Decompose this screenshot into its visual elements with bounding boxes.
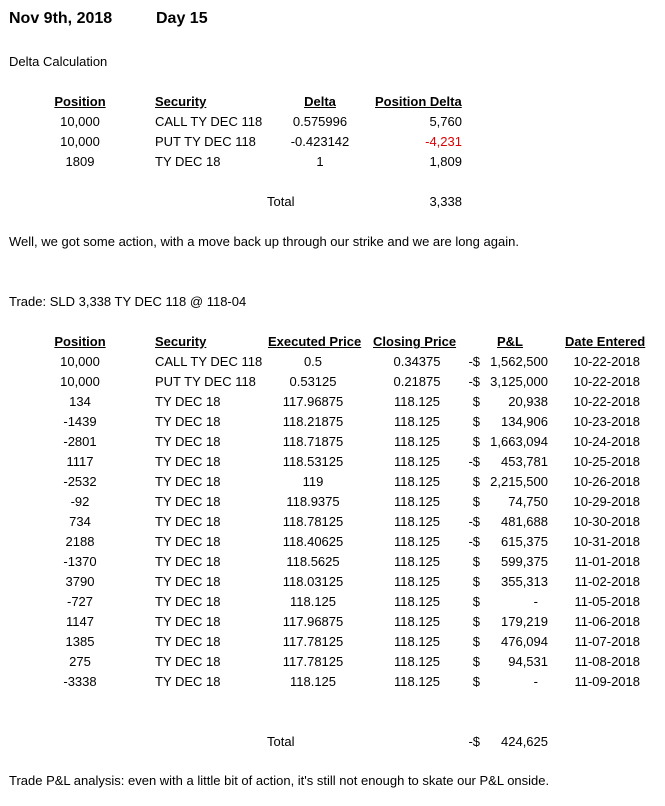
trade-position: -2532 [63, 474, 97, 489]
trade-security: TY DEC 18 [155, 474, 221, 489]
trade-date: 11-08-2018 [574, 654, 640, 669]
trade-executed-price: 118.71875 [282, 434, 344, 449]
trade-row [0, 614, 665, 634]
trade-position: -92 [70, 494, 90, 509]
trade-position: 134 [69, 394, 91, 409]
delta-security: CALL TY DEC 118 [155, 114, 263, 129]
delta-row [0, 134, 665, 154]
trade-executed-price: 0.53125 [289, 374, 337, 389]
trade-pnl: 74,750 [508, 494, 548, 509]
trade-position: -1370 [63, 554, 97, 569]
trade-position: 734 [69, 514, 91, 529]
trade-executed-price: 118.78125 [282, 514, 344, 529]
trade-date: 10-22-2018 [573, 354, 640, 369]
trade-date: 11-07-2018 [574, 634, 640, 649]
trade-executed-price: 118.125 [289, 594, 337, 609]
report-day: Day 15 [156, 10, 208, 27]
delta-position-delta: 5,760 [429, 114, 462, 129]
trade-closing-price: 118.125 [393, 394, 441, 409]
trade-pnl-sign: $ [472, 394, 480, 409]
trade-closing-price: 118.125 [393, 414, 441, 429]
trade-security: TY DEC 18 [155, 614, 221, 629]
trade-pnl-sign: $ [472, 574, 480, 589]
trade-pnl: 1,562,500 [490, 354, 548, 369]
trades-col-position: Position [54, 334, 106, 349]
trade-closing-price: 118.125 [393, 434, 441, 449]
trade-closing-price: 118.125 [393, 494, 441, 509]
trades-col-executed: Executed Price [268, 334, 362, 349]
trade-pnl: 481,688 [501, 514, 548, 529]
trade-executed-price: 118.9375 [286, 494, 340, 509]
trade-pnl: 615,375 [501, 534, 548, 549]
trade-date: 11-01-2018 [574, 554, 640, 569]
trade-row [0, 634, 665, 654]
trade-row [0, 554, 665, 574]
trade-position: 1117 [66, 454, 94, 469]
trade-row [0, 574, 665, 594]
trade-row [0, 434, 665, 454]
trade-pnl: 134,906 [501, 414, 548, 429]
trade-security: TY DEC 18 [155, 414, 221, 429]
trade-security: PUT TY DEC 118 [155, 374, 256, 389]
delta-security: TY DEC 18 [155, 154, 221, 169]
trade-row [0, 594, 665, 614]
trade-pnl: 20,938 [508, 394, 548, 409]
trade-security: TY DEC 18 [155, 454, 221, 469]
trade-security: TY DEC 18 [155, 654, 221, 669]
trade-closing-price: 118.125 [393, 654, 441, 669]
trade-row [0, 414, 665, 434]
trade-date: 10-22-2018 [573, 374, 640, 389]
trade-pnl-sign: $ [472, 474, 480, 489]
trade-position: 3790 [65, 574, 95, 589]
trade-position: 10,000 [60, 374, 100, 389]
trade-closing-price: 0.34375 [393, 354, 441, 369]
trade-executed-price: 118.125 [289, 674, 337, 689]
trades-total-label: Total [267, 734, 295, 749]
trade-security: TY DEC 18 [155, 514, 221, 529]
trade-date: 11-02-2018 [574, 574, 640, 589]
delta-value: 0.575996 [292, 114, 348, 129]
trade-security: TY DEC 18 [155, 594, 221, 609]
trade-row [0, 674, 665, 694]
delta-total-value: 3,338 [429, 194, 462, 209]
trade-executed-price: 118.21875 [282, 414, 344, 429]
trade-date: 11-06-2018 [574, 614, 640, 629]
trade-pnl: 94,531 [508, 654, 548, 669]
trade-position: -727 [66, 594, 94, 609]
trade-date: 10-23-2018 [573, 414, 640, 429]
trade-date: 10-29-2018 [573, 494, 640, 509]
trade-security: TY DEC 18 [155, 494, 221, 509]
trade-closing-price: 118.125 [393, 514, 441, 529]
trade-pnl-sign: -$ [468, 374, 480, 389]
trade-executed-price: 118.40625 [282, 534, 344, 549]
trade-pnl-sign: $ [472, 634, 480, 649]
trade-security: TY DEC 18 [155, 554, 221, 569]
trade-position: 2188 [65, 534, 95, 549]
trade-date: 10-25-2018 [573, 454, 640, 469]
trade-closing-price: 118.125 [393, 594, 441, 609]
trade-security: TY DEC 18 [155, 634, 221, 649]
delta-row [0, 114, 665, 134]
trade-closing-price: 118.125 [393, 614, 441, 629]
trade-executed-price: 0.5 [303, 354, 323, 369]
trade-row [0, 514, 665, 534]
trade-closing-price: 118.125 [393, 574, 441, 589]
trade-executed-price: 118.03125 [282, 574, 344, 589]
delta-value: -0.423142 [290, 134, 350, 149]
trade-pnl-sign: $ [472, 674, 480, 689]
trade-pnl-sign: $ [472, 414, 480, 429]
trade-pnl: 179,219 [501, 614, 548, 629]
trade-pnl: 3,125,000 [490, 374, 548, 389]
trade-date: 10-22-2018 [573, 394, 640, 409]
trade-security: TY DEC 18 [155, 574, 221, 589]
trade-pnl-sign: -$ [468, 454, 480, 469]
trade-executed-price: 118.53125 [282, 454, 344, 469]
trade-line: Trade: SLD 3,338 TY DEC 118 @ 118-04 [9, 294, 247, 309]
trade-pnl-sign: $ [472, 554, 480, 569]
trade-pnl-sign: -$ [468, 354, 480, 369]
delta-col-position-delta: Position Delta [375, 94, 462, 109]
trade-position: -3338 [63, 674, 97, 689]
trade-security: CALL TY DEC 118 [155, 354, 263, 369]
trade-row [0, 354, 665, 374]
report-date: Nov 9th, 2018 [9, 10, 113, 27]
trade-position: 275 [69, 654, 91, 669]
delta-col-security: Security [155, 94, 207, 109]
trade-date: 10-24-2018 [573, 434, 640, 449]
trade-security: TY DEC 18 [155, 434, 221, 449]
trade-pnl: - [533, 594, 538, 609]
trade-position: -1439 [63, 414, 97, 429]
delta-section-title: Delta Calculation [9, 54, 108, 69]
trade-row [0, 394, 665, 414]
delta-position: 10,000 [60, 134, 100, 149]
trade-row [0, 534, 665, 554]
trade-date: 10-26-2018 [573, 474, 640, 489]
trade-closing-price: 0.21875 [393, 374, 441, 389]
trade-closing-price: 118.125 [393, 534, 441, 549]
trade-pnl: 1,663,094 [490, 434, 548, 449]
delta-header-row [0, 94, 665, 114]
trade-closing-price: 118.125 [393, 634, 441, 649]
trade-executed-price: 117.78125 [282, 654, 344, 669]
trade-pnl-sign: -$ [468, 534, 480, 549]
trade-row [0, 494, 665, 514]
trade-pnl-sign: $ [472, 434, 480, 449]
delta-row [0, 154, 665, 174]
trade-position: 1147 [66, 614, 94, 629]
trade-pnl-sign: $ [472, 594, 480, 609]
delta-total-label: Total [267, 194, 295, 209]
trade-security: TY DEC 18 [155, 394, 221, 409]
trade-closing-price: 118.125 [393, 554, 441, 569]
analysis: Trade P&L analysis: even with a little bit of action, it's still not enough to skate our P&L onside. [9, 773, 550, 788]
trade-position: -2801 [63, 434, 97, 449]
trade-closing-price: 118.125 [393, 474, 441, 489]
delta-security: PUT TY DEC 118 [155, 134, 256, 149]
trade-executed-price: 119 [302, 474, 324, 489]
delta-col-position: Position [54, 94, 106, 109]
trade-executed-price: 117.96875 [282, 614, 344, 629]
trade-security: TY DEC 18 [155, 534, 221, 549]
trade-closing-price: 118.125 [393, 674, 441, 689]
trade-row [0, 654, 665, 674]
delta-position-delta: 1,809 [429, 154, 462, 169]
trade-pnl: 355,313 [501, 574, 548, 589]
trade-closing-price: 118.125 [393, 454, 441, 469]
trades-col-closing: Closing Price [373, 334, 457, 349]
trade-executed-price: 117.96875 [282, 394, 344, 409]
trade-position: 1385 [65, 634, 95, 649]
trade-pnl-sign: -$ [468, 514, 480, 529]
trade-date: 11-09-2018 [574, 674, 640, 689]
trade-date: 11-05-2018 [574, 594, 640, 609]
commentary: Well, we got some action, with a move back up through our strike and we are long again. [9, 234, 519, 249]
trade-pnl: 2,215,500 [490, 474, 548, 489]
trades-header-row [0, 334, 665, 354]
trade-pnl-sign: $ [472, 654, 480, 669]
trade-pnl-sign: $ [472, 614, 480, 629]
trade-pnl: 476,094 [501, 634, 548, 649]
delta-position: 10,000 [60, 114, 100, 129]
trade-row [0, 374, 665, 394]
trade-position: 10,000 [60, 354, 100, 369]
trade-pnl-sign: $ [472, 494, 480, 509]
trade-executed-price: 117.78125 [282, 634, 344, 649]
trade-date: 10-30-2018 [573, 514, 640, 529]
trades-col-pnl: P&L [497, 334, 523, 349]
trades-col-security: Security [155, 334, 207, 349]
trade-pnl: 599,375 [501, 554, 548, 569]
delta-col-delta: Delta [304, 94, 336, 109]
trades-total-value: 424,625 [501, 734, 548, 749]
trade-executed-price: 118.5625 [286, 554, 340, 569]
trade-date: 10-31-2018 [573, 534, 640, 549]
trade-row [0, 474, 665, 494]
trade-security: TY DEC 18 [155, 674, 221, 689]
delta-position: 1809 [65, 154, 95, 169]
trades-col-date: Date Entered [565, 334, 646, 349]
trade-row [0, 454, 665, 474]
delta-value: 1 [316, 154, 324, 169]
delta-position-delta: -4,231 [425, 134, 462, 149]
trades-total-sign: -$ [468, 734, 480, 749]
trade-pnl: 453,781 [501, 454, 548, 469]
trade-pnl: - [533, 674, 538, 689]
